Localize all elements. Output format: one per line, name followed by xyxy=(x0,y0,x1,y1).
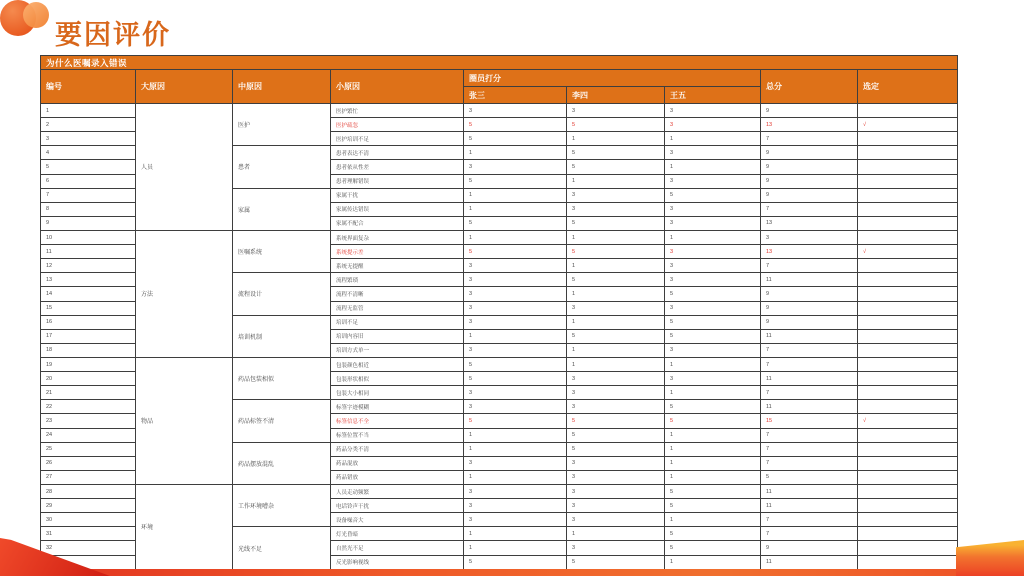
score-cell: 3 xyxy=(665,216,761,230)
minor-cause-cell: 系统提示差 xyxy=(331,245,464,259)
minor-cause-cell: 药品分类不清 xyxy=(331,442,464,456)
mid-cause-cell: 药品摆放混乱 xyxy=(233,442,331,484)
minor-cause-cell: 家属传达错误 xyxy=(331,202,464,216)
selected-cell xyxy=(858,146,958,160)
row-number-cell: 4 xyxy=(41,146,136,160)
total-cell: 9 xyxy=(761,174,858,188)
score-cell: 3 xyxy=(567,456,665,470)
selected-cell xyxy=(858,442,958,456)
mid-cause-cell: 医嘱系统 xyxy=(233,230,331,272)
total-cell: 7 xyxy=(761,343,858,357)
score-cell: 1 xyxy=(665,132,761,146)
score-cell: 5 xyxy=(665,188,761,202)
row-number-cell: 2 xyxy=(41,118,136,132)
score-cell: 1 xyxy=(464,230,567,244)
total-cell: 15 xyxy=(761,414,858,428)
score-cell: 3 xyxy=(464,273,567,287)
table-body xyxy=(41,104,958,570)
score-cell: 1 xyxy=(567,315,665,329)
total-cell: 7 xyxy=(761,456,858,470)
table-row xyxy=(41,104,958,118)
total-cell: 13 xyxy=(761,216,858,230)
score-cell: 1 xyxy=(665,513,761,527)
score-cell: 3 xyxy=(665,259,761,273)
minor-cause-cell: 灯光昏暗 xyxy=(331,527,464,541)
mid-cause-cell: 药品包装相似 xyxy=(233,357,331,399)
score-cell: 3 xyxy=(665,202,761,216)
total-cell: 5 xyxy=(761,470,858,484)
selected-cell xyxy=(858,329,958,343)
header-selected: 选定 xyxy=(858,70,958,104)
minor-cause-cell: 电话铃声干扰 xyxy=(331,499,464,513)
score-cell: 3 xyxy=(464,259,567,273)
row-number-cell: 12 xyxy=(41,259,136,273)
selected-cell xyxy=(858,104,958,118)
score-cell: 3 xyxy=(464,315,567,329)
total-cell: 3 xyxy=(761,230,858,244)
score-cell: 5 xyxy=(464,132,567,146)
score-cell: 3 xyxy=(464,499,567,513)
score-cell: 5 xyxy=(567,245,665,259)
score-cell: 5 xyxy=(464,118,567,132)
score-cell: 1 xyxy=(464,428,567,442)
minor-cause-cell: 人员走动频繁 xyxy=(331,484,464,498)
row-number-cell: 9 xyxy=(41,216,136,230)
header-member-1: 张三 xyxy=(464,87,567,104)
score-cell: 3 xyxy=(665,301,761,315)
minor-cause-cell: 流程无监管 xyxy=(331,301,464,315)
row-number-cell: 13 xyxy=(41,273,136,287)
mid-cause-cell: 工作环境嘈杂 xyxy=(233,484,331,526)
selected-cell xyxy=(858,132,958,146)
score-cell: 1 xyxy=(665,357,761,371)
row-number-cell: 3 xyxy=(41,132,136,146)
minor-cause-cell: 设备噪音大 xyxy=(331,513,464,527)
score-cell: 1 xyxy=(464,146,567,160)
total-cell: 9 xyxy=(761,188,858,202)
selected-cell: √ xyxy=(858,118,958,132)
minor-cause-cell: 药品混放 xyxy=(331,456,464,470)
table-header-row-1 xyxy=(41,70,958,87)
score-cell: 5 xyxy=(567,442,665,456)
total-cell: 11 xyxy=(761,372,858,386)
score-cell: 3 xyxy=(567,202,665,216)
selected-cell xyxy=(858,216,958,230)
table-caption-row xyxy=(41,56,958,70)
total-cell: 11 xyxy=(761,484,858,498)
score-cell: 1 xyxy=(567,174,665,188)
selected-cell xyxy=(858,287,958,301)
minor-cause-cell: 患者理解错误 xyxy=(331,174,464,188)
total-cell: 7 xyxy=(761,132,858,146)
score-cell: 3 xyxy=(567,513,665,527)
score-cell: 1 xyxy=(567,230,665,244)
minor-cause-cell: 系统界面复杂 xyxy=(331,230,464,244)
header-major-cause: 大原因 xyxy=(136,70,233,104)
minor-cause-cell: 家属干扰 xyxy=(331,188,464,202)
score-cell: 1 xyxy=(567,527,665,541)
row-number-cell: 16 xyxy=(41,315,136,329)
row-number-cell: 30 xyxy=(41,513,136,527)
selected-cell xyxy=(858,357,958,371)
major-cause-cell: 方法 xyxy=(136,230,233,357)
score-cell: 1 xyxy=(665,428,761,442)
score-cell: 3 xyxy=(464,400,567,414)
score-cell: 3 xyxy=(567,104,665,118)
selected-cell xyxy=(858,499,958,513)
score-cell: 1 xyxy=(464,202,567,216)
minor-cause-cell: 标签位置不当 xyxy=(331,428,464,442)
row-number-cell: 14 xyxy=(41,287,136,301)
score-cell: 1 xyxy=(464,527,567,541)
selected-cell xyxy=(858,456,958,470)
score-cell: 1 xyxy=(665,442,761,456)
score-cell: 5 xyxy=(464,174,567,188)
score-cell: 3 xyxy=(567,400,665,414)
minor-cause-cell: 医护培训不足 xyxy=(331,132,464,146)
total-cell: 9 xyxy=(761,287,858,301)
selected-cell: √ xyxy=(858,245,958,259)
row-number-cell: 6 xyxy=(41,174,136,188)
selected-cell xyxy=(858,555,958,570)
header-total: 总分 xyxy=(761,70,858,104)
selected-cell xyxy=(858,273,958,287)
total-cell: 7 xyxy=(761,527,858,541)
mid-cause-cell: 流程设计 xyxy=(233,273,331,315)
deco-circle-small-icon xyxy=(23,2,49,28)
score-cell: 3 xyxy=(665,245,761,259)
row-number-cell: 1 xyxy=(41,104,136,118)
total-cell: 11 xyxy=(761,499,858,513)
score-cell: 5 xyxy=(665,287,761,301)
selected-cell xyxy=(858,386,958,400)
score-cell: 3 xyxy=(665,174,761,188)
score-cell: 5 xyxy=(464,357,567,371)
selected-cell xyxy=(858,484,958,498)
selected-cell xyxy=(858,400,958,414)
mid-cause-cell: 光线不足 xyxy=(233,527,331,570)
mid-cause-cell: 医护 xyxy=(233,104,331,146)
minor-cause-cell: 流程繁琐 xyxy=(331,273,464,287)
score-cell: 3 xyxy=(567,470,665,484)
score-cell: 3 xyxy=(464,484,567,498)
score-cell: 3 xyxy=(464,513,567,527)
score-cell: 3 xyxy=(567,372,665,386)
row-number-cell: 27 xyxy=(41,470,136,484)
score-cell: 5 xyxy=(665,400,761,414)
total-cell: 11 xyxy=(761,400,858,414)
score-cell: 5 xyxy=(665,541,761,555)
selected-cell xyxy=(858,301,958,315)
header-member-scoring: 圈员打分 xyxy=(464,70,761,87)
page-title: 要因评价 xyxy=(55,20,171,50)
total-cell: 11 xyxy=(761,555,858,570)
header-number: 编号 xyxy=(41,70,136,104)
score-cell: 1 xyxy=(464,329,567,343)
major-cause-cell: 物品 xyxy=(136,357,233,484)
selected-cell xyxy=(858,315,958,329)
score-cell: 5 xyxy=(567,414,665,428)
total-cell: 7 xyxy=(761,386,858,400)
minor-cause-cell: 医护繁忙 xyxy=(331,104,464,118)
score-cell: 1 xyxy=(567,287,665,301)
score-cell: 3 xyxy=(665,372,761,386)
score-cell: 5 xyxy=(567,118,665,132)
score-cell: 3 xyxy=(567,499,665,513)
selected-cell xyxy=(858,160,958,174)
score-cell: 3 xyxy=(464,386,567,400)
mid-cause-cell: 患者 xyxy=(233,146,331,188)
score-cell: 5 xyxy=(567,160,665,174)
score-cell: 5 xyxy=(464,555,567,570)
score-cell: 1 xyxy=(567,259,665,273)
header-mid-cause: 中原因 xyxy=(233,70,331,104)
header-minor-cause: 小原因 xyxy=(331,70,464,104)
score-cell: 3 xyxy=(464,104,567,118)
mid-cause-cell: 培训机制 xyxy=(233,315,331,357)
score-cell: 5 xyxy=(567,428,665,442)
score-cell: 3 xyxy=(665,343,761,357)
selected-cell xyxy=(858,174,958,188)
score-cell: 5 xyxy=(567,216,665,230)
score-cell: 5 xyxy=(567,329,665,343)
selected-cell xyxy=(858,428,958,442)
score-cell: 1 xyxy=(665,230,761,244)
total-cell: 7 xyxy=(761,428,858,442)
row-number-cell: 23 xyxy=(41,414,136,428)
row-number-cell: 26 xyxy=(41,456,136,470)
major-cause-cell: 人员 xyxy=(136,104,233,231)
row-number-cell: 31 xyxy=(41,527,136,541)
minor-cause-cell: 包装大小相同 xyxy=(331,386,464,400)
minor-cause-cell: 包装形状相似 xyxy=(331,372,464,386)
selected-cell: √ xyxy=(858,414,958,428)
row-number-cell: 32 xyxy=(41,541,136,555)
total-cell: 9 xyxy=(761,160,858,174)
total-cell: 7 xyxy=(761,513,858,527)
row-number-cell: 25 xyxy=(41,442,136,456)
score-cell: 1 xyxy=(665,470,761,484)
score-cell: 5 xyxy=(567,146,665,160)
row-number-cell: 10 xyxy=(41,230,136,244)
bottom-accent-bar xyxy=(0,569,1024,576)
minor-cause-cell: 家属不配合 xyxy=(331,216,464,230)
minor-cause-cell: 培训不足 xyxy=(331,315,464,329)
score-cell: 3 xyxy=(567,386,665,400)
score-cell: 1 xyxy=(464,470,567,484)
selected-cell xyxy=(858,202,958,216)
score-cell: 1 xyxy=(665,160,761,174)
row-number-cell: 7 xyxy=(41,188,136,202)
minor-cause-cell: 培训方式单一 xyxy=(331,343,464,357)
selected-cell xyxy=(858,527,958,541)
score-cell: 1 xyxy=(665,555,761,570)
header-member-3: 王五 xyxy=(665,87,761,104)
score-cell: 3 xyxy=(567,188,665,202)
total-cell: 7 xyxy=(761,357,858,371)
row-number-cell: 5 xyxy=(41,160,136,174)
score-cell: 1 xyxy=(567,132,665,146)
header-member-2: 李四 xyxy=(567,87,665,104)
row-number-cell: 20 xyxy=(41,372,136,386)
score-cell: 5 xyxy=(464,414,567,428)
minor-cause-cell: 反光影响视线 xyxy=(331,555,464,570)
total-cell: 9 xyxy=(761,541,858,555)
score-cell: 3 xyxy=(567,484,665,498)
row-number-cell: 28 xyxy=(41,484,136,498)
total-cell: 9 xyxy=(761,315,858,329)
total-cell: 9 xyxy=(761,301,858,315)
total-cell: 13 xyxy=(761,245,858,259)
score-cell: 5 xyxy=(464,216,567,230)
row-number-cell: 17 xyxy=(41,329,136,343)
score-cell: 1 xyxy=(464,541,567,555)
score-cell: 3 xyxy=(665,146,761,160)
score-cell: 3 xyxy=(665,104,761,118)
bottom-right-wave-decoration xyxy=(956,540,1024,576)
selected-cell xyxy=(858,259,958,273)
total-cell: 9 xyxy=(761,104,858,118)
minor-cause-cell: 流程不清晰 xyxy=(331,287,464,301)
mid-cause-cell: 药品标签不清 xyxy=(233,400,331,442)
minor-cause-cell: 患者依从性差 xyxy=(331,160,464,174)
minor-cause-cell: 自然光不足 xyxy=(331,541,464,555)
selected-cell xyxy=(858,343,958,357)
row-number-cell: 11 xyxy=(41,245,136,259)
total-cell: 13 xyxy=(761,118,858,132)
score-cell: 5 xyxy=(665,315,761,329)
score-cell: 5 xyxy=(665,414,761,428)
score-cell: 5 xyxy=(665,527,761,541)
table-row xyxy=(41,357,958,371)
total-cell: 11 xyxy=(761,329,858,343)
score-cell: 5 xyxy=(464,372,567,386)
row-number-cell: 8 xyxy=(41,202,136,216)
score-cell: 3 xyxy=(665,273,761,287)
total-cell: 7 xyxy=(761,259,858,273)
score-cell: 1 xyxy=(464,188,567,202)
minor-cause-cell: 标签字迹模糊 xyxy=(331,400,464,414)
score-cell: 5 xyxy=(665,499,761,513)
total-cell: 11 xyxy=(761,273,858,287)
score-cell: 3 xyxy=(464,160,567,174)
score-cell: 3 xyxy=(567,301,665,315)
row-number-cell: 18 xyxy=(41,343,136,357)
total-cell: 7 xyxy=(761,202,858,216)
minor-cause-cell: 包装颜色相近 xyxy=(331,357,464,371)
score-cell: 3 xyxy=(665,118,761,132)
score-cell: 5 xyxy=(665,484,761,498)
row-number-cell: 19 xyxy=(41,357,136,371)
score-cell: 1 xyxy=(665,386,761,400)
minor-cause-cell: 药品错放 xyxy=(331,470,464,484)
row-number-cell: 22 xyxy=(41,400,136,414)
score-cell: 5 xyxy=(464,245,567,259)
factor-evaluation-table xyxy=(40,55,958,570)
score-cell: 3 xyxy=(464,287,567,301)
minor-cause-cell: 培训内容旧 xyxy=(331,329,464,343)
row-number-cell: 29 xyxy=(41,499,136,513)
minor-cause-cell: 医护疏忽 xyxy=(331,118,464,132)
selected-cell xyxy=(858,188,958,202)
score-cell: 3 xyxy=(464,343,567,357)
minor-cause-cell: 患者表达不清 xyxy=(331,146,464,160)
score-cell: 5 xyxy=(665,329,761,343)
minor-cause-cell: 标签信息不全 xyxy=(331,414,464,428)
major-cause-cell: 环境 xyxy=(136,484,233,569)
score-cell: 1 xyxy=(567,343,665,357)
total-cell: 9 xyxy=(761,146,858,160)
score-cell: 5 xyxy=(567,273,665,287)
score-cell: 3 xyxy=(567,541,665,555)
selected-cell xyxy=(858,372,958,386)
row-number-cell: 15 xyxy=(41,301,136,315)
score-cell: 5 xyxy=(567,555,665,570)
row-number-cell: 21 xyxy=(41,386,136,400)
selected-cell xyxy=(858,513,958,527)
selected-cell xyxy=(858,470,958,484)
table-caption: 为什么医嘱录入错误 xyxy=(41,56,958,70)
mid-cause-cell: 家属 xyxy=(233,188,331,230)
minor-cause-cell: 系统无提醒 xyxy=(331,259,464,273)
table-row xyxy=(41,230,958,244)
total-cell: 7 xyxy=(761,442,858,456)
score-cell: 1 xyxy=(567,357,665,371)
row-number-cell: 24 xyxy=(41,428,136,442)
score-cell: 1 xyxy=(665,456,761,470)
score-cell: 3 xyxy=(464,456,567,470)
selected-cell xyxy=(858,541,958,555)
score-cell: 3 xyxy=(464,301,567,315)
score-cell: 1 xyxy=(464,442,567,456)
table-row xyxy=(41,484,958,498)
selected-cell xyxy=(858,230,958,244)
